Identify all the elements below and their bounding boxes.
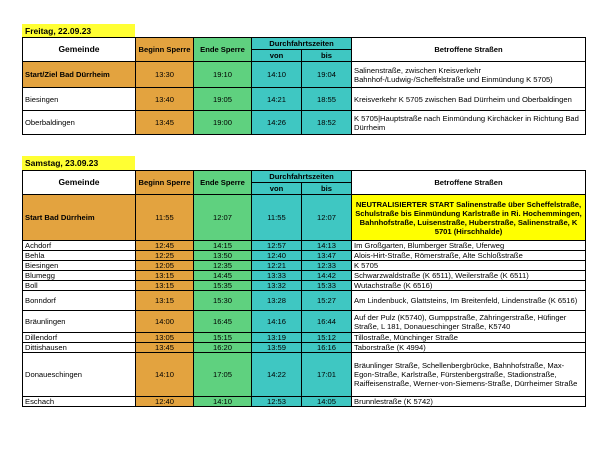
table-row bbox=[23, 397, 586, 407]
beginn-cell: 14:00 bbox=[136, 311, 194, 333]
gemeinde-cell: Eschach bbox=[23, 397, 136, 407]
ende-cell: 12:07 bbox=[194, 195, 252, 241]
col-header-strassen: Betroffene Straßen bbox=[352, 171, 586, 195]
bis-cell: 15:27 bbox=[302, 291, 352, 311]
von-cell: 14:26 bbox=[252, 111, 302, 135]
beginn-cell: 13:05 bbox=[136, 333, 194, 343]
col-header-beginn: Beginn Sperre bbox=[136, 171, 194, 195]
ende-cell: 16:20 bbox=[194, 343, 252, 353]
bis-cell: 16:16 bbox=[302, 343, 352, 353]
table-row bbox=[23, 311, 586, 333]
ende-cell: 19:10 bbox=[194, 62, 252, 88]
von-cell: 14:10 bbox=[252, 62, 302, 88]
gemeinde-cell: Donaueschingen bbox=[23, 353, 136, 397]
beginn-cell: 13:30 bbox=[136, 62, 194, 88]
table-row bbox=[23, 333, 586, 343]
von-cell: 13:59 bbox=[252, 343, 302, 353]
bis-cell: 18:52 bbox=[302, 111, 352, 135]
ende-cell: 19:05 bbox=[194, 88, 252, 111]
col-header-ende: Ende Sperre bbox=[194, 171, 252, 195]
strassen-cell: Bräunlinger Straße, Schellenbergbrücke, Bahnhofstraße, Max-Egon-Straße, Karlstraße, Fürstenbergstraße, Stadionstraße, Raiffeisenstraße, Werner-von-Siemens-Straße, Dürrheimer Straße bbox=[352, 353, 586, 397]
col-header-bis: bis bbox=[302, 183, 352, 195]
col-header-beginn: Beginn Sperre bbox=[136, 38, 194, 62]
beginn-cell: 13:45 bbox=[136, 343, 194, 353]
saturday-date-label: Samstag, 23.09.23 bbox=[22, 156, 135, 170]
strassen-cell: K 5705 bbox=[352, 261, 586, 271]
gemeinde-cell: Start Bad Dürrheim bbox=[23, 195, 136, 241]
von-cell: 12:21 bbox=[252, 261, 302, 271]
table-row bbox=[23, 111, 586, 135]
bis-cell: 12:07 bbox=[302, 195, 352, 241]
table-row bbox=[23, 281, 586, 291]
strassen-cell: Brunnlestraße (K 5742) bbox=[352, 397, 586, 407]
col-header-ende: Ende Sperre bbox=[194, 38, 252, 62]
beginn-cell: 13:15 bbox=[136, 281, 194, 291]
bis-cell: 18:55 bbox=[302, 88, 352, 111]
ende-cell: 14:15 bbox=[194, 241, 252, 251]
von-cell: 13:33 bbox=[252, 271, 302, 281]
table-row bbox=[23, 261, 586, 271]
ende-cell: 15:15 bbox=[194, 333, 252, 343]
bis-cell: 14:13 bbox=[302, 241, 352, 251]
ende-cell: 15:35 bbox=[194, 281, 252, 291]
beginn-cell: 13:15 bbox=[136, 291, 194, 311]
beginn-cell: 13:40 bbox=[136, 88, 194, 111]
table-row bbox=[23, 88, 586, 111]
strassen-cell: NEUTRALISIERTER START Salinenstraße über Scheffelstraße, Schulstraße bis Einmündung Karlstraße in Ri. Hochemmingen, Bahnhofstraße, Luisenstraße, Huberstraße, Salinenstraße, K 5701 (Hirschhalde) bbox=[352, 195, 586, 241]
table-row bbox=[23, 291, 586, 311]
bis-cell: 15:12 bbox=[302, 333, 352, 343]
von-cell: 11:55 bbox=[252, 195, 302, 241]
von-cell: 12:40 bbox=[252, 251, 302, 261]
ende-cell: 13:50 bbox=[194, 251, 252, 261]
col-header-durchfahrt: Durchfahrtszeiten bbox=[252, 171, 352, 183]
gemeinde-cell: Start/Ziel Bad Dürrheim bbox=[23, 62, 136, 88]
strassen-cell: Am Lindenbuck, Glattsteins, Im Breitenfeld, Lindenstraße (K 6516) bbox=[352, 291, 586, 311]
strassen-cell: K 5705|Hauptstraße nach Einmündung Kirchäcker in Richtung Bad Dürrheim bbox=[352, 111, 586, 135]
von-cell: 13:28 bbox=[252, 291, 302, 311]
beginn-cell: 13:45 bbox=[136, 111, 194, 135]
beginn-cell: 12:05 bbox=[136, 261, 194, 271]
table-row bbox=[23, 62, 586, 88]
strassen-cell: Kreisverkehr K 5705 zwischen Bad Dürrheim und Oberbaldingen bbox=[352, 88, 586, 111]
ende-cell: 17:05 bbox=[194, 353, 252, 397]
von-cell: 14:21 bbox=[252, 88, 302, 111]
beginn-cell: 12:25 bbox=[136, 251, 194, 261]
von-cell: 14:22 bbox=[252, 353, 302, 397]
ende-cell: 19:00 bbox=[194, 111, 252, 135]
beginn-cell: 13:15 bbox=[136, 271, 194, 281]
ende-cell: 12:35 bbox=[194, 261, 252, 271]
bis-cell: 13:47 bbox=[302, 251, 352, 261]
gemeinde-cell: Blumegg bbox=[23, 271, 136, 281]
table-row bbox=[23, 353, 586, 397]
gemeinde-cell: Biesingen bbox=[23, 88, 136, 111]
table-row bbox=[23, 251, 586, 261]
strassen-cell: Wutachstraße (K 6516) bbox=[352, 281, 586, 291]
gemeinde-cell: Dillendorf bbox=[23, 333, 136, 343]
bis-cell: 16:44 bbox=[302, 311, 352, 333]
col-header-gemeinde: Gemeinde bbox=[23, 171, 136, 195]
friday-table bbox=[22, 37, 586, 135]
col-header-gemeinde: Gemeinde bbox=[23, 38, 136, 62]
ende-cell: 14:10 bbox=[194, 397, 252, 407]
col-header-von: von bbox=[252, 50, 302, 62]
col-header-strassen: Betroffene Straßen bbox=[352, 38, 586, 62]
bis-cell: 14:42 bbox=[302, 271, 352, 281]
bis-cell: 17:01 bbox=[302, 353, 352, 397]
col-header-durchfahrt: Durchfahrtszeiten bbox=[252, 38, 352, 50]
von-cell: 12:53 bbox=[252, 397, 302, 407]
strassen-cell: Auf der Pulz (K5740), Gumppstraße, Zähringerstraße, Hüfinger Straße, L 181, Donaueschinger Straße, K5740 bbox=[352, 311, 586, 333]
ende-cell: 14:45 bbox=[194, 271, 252, 281]
beginn-cell: 11:55 bbox=[136, 195, 194, 241]
col-header-von: von bbox=[252, 183, 302, 195]
gemeinde-cell: Dittishausen bbox=[23, 343, 136, 353]
gemeinde-cell: Behla bbox=[23, 251, 136, 261]
gemeinde-cell: Achdorf bbox=[23, 241, 136, 251]
table-row bbox=[23, 343, 586, 353]
ende-cell: 16:45 bbox=[194, 311, 252, 333]
saturday-table bbox=[22, 170, 586, 407]
strassen-cell: Alois-Hirt-Straße, Römerstraße, Alte Schloßstraße bbox=[352, 251, 586, 261]
beginn-cell: 12:45 bbox=[136, 241, 194, 251]
bis-cell: 19:04 bbox=[302, 62, 352, 88]
bis-cell: 14:05 bbox=[302, 397, 352, 407]
bis-cell: 15:33 bbox=[302, 281, 352, 291]
strassen-cell: Im Großgarten, Blumberger Straße, Uferweg bbox=[352, 241, 586, 251]
bis-cell: 12:33 bbox=[302, 261, 352, 271]
strassen-cell: Schwarzwaldstraße (K 6511), Weilerstraße (K 6511) bbox=[352, 271, 586, 281]
beginn-cell: 12:40 bbox=[136, 397, 194, 407]
beginn-cell: 14:10 bbox=[136, 353, 194, 397]
von-cell: 13:32 bbox=[252, 281, 302, 291]
gemeinde-cell: Bonndorf bbox=[23, 291, 136, 311]
table-row bbox=[23, 271, 586, 281]
gemeinde-cell: Biesingen bbox=[23, 261, 136, 271]
strassen-cell: Salinenstraße, zwischen Kreisverkehr Bahnhof-/Ludwig-/Scheffelstraße und Einmündung K 5705) bbox=[352, 62, 586, 88]
von-cell: 12:57 bbox=[252, 241, 302, 251]
gemeinde-cell: Oberbaldingen bbox=[23, 111, 136, 135]
col-header-bis: bis bbox=[302, 50, 352, 62]
table-row-start bbox=[23, 195, 586, 241]
table-row bbox=[23, 241, 586, 251]
gemeinde-cell: Boll bbox=[23, 281, 136, 291]
ende-cell: 15:30 bbox=[194, 291, 252, 311]
gemeinde-cell: Bräunlingen bbox=[23, 311, 136, 333]
strassen-cell: Tillostraße, Münchinger Straße bbox=[352, 333, 586, 343]
von-cell: 14:16 bbox=[252, 311, 302, 333]
strassen-cell: Taborstraße (K 4994) bbox=[352, 343, 586, 353]
friday-date-label: Freitag, 22.09.23 bbox=[22, 24, 135, 38]
von-cell: 13:19 bbox=[252, 333, 302, 343]
